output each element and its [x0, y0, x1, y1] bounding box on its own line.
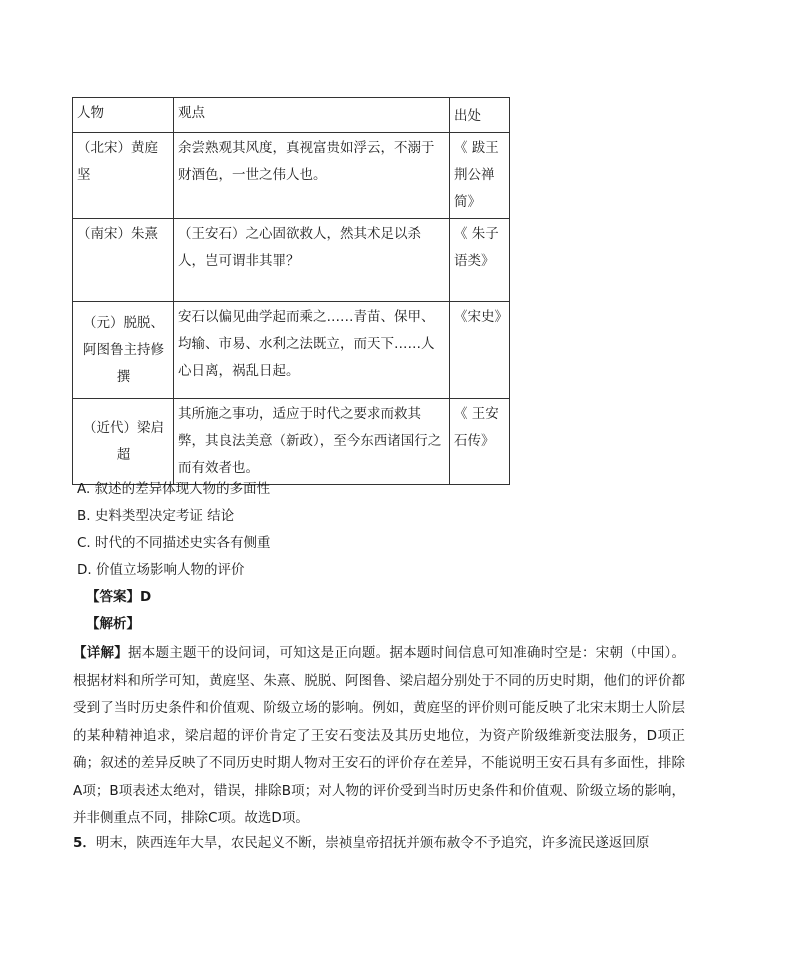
view-cell: 余尝熟观其风度，真视富贵如浮云，不溺于财酒色，一世之伟人也。	[174, 133, 450, 219]
header-source: 出处	[450, 98, 510, 133]
option-c: C. 时代的不同描述史实各有侧重	[77, 535, 271, 551]
source-cell: 《 王安石传》	[450, 399, 510, 485]
detail-explanation	[73, 640, 685, 833]
person-cell: （南宋）朱熹	[73, 219, 174, 302]
person-cell: （近代）梁启超	[73, 399, 174, 485]
analysis-label: 【解析】	[86, 616, 140, 632]
detail-text: 据本题主题干的设问词，可知这是正向题。据本题时间信息可知准确时空是：宋朝（中国）。根据材料和所学可知，黄庭坚、朱熹、脱脱、阿图鲁、梁启超分别处于不同的历史时期，他们的评价都受到了当时历史条件和价值观、阶级立场的影响。例如，黄庭坚的评价则可能反映了北宋末期士人阶层的某种精神追求，梁启超的评价肯定了王安石变法及其历史地位，为资产阶级维新变法服务，D项正确；叙述的差异反映了不同历史时期人物对王安石的评价存在差异，不能说明王安石具有多面性，排除A项；B项表述太绝对，错误，排除B项；对人物的评价受到当时历史条件和价值观、阶级立场的影响，并非侧重点不同，排除C项。故选D项。	[73, 645, 686, 826]
option-d: D. 价值立场影响人物的评价	[77, 562, 245, 578]
header-person: 人物	[73, 98, 174, 133]
answer-value: D	[140, 589, 152, 605]
question-number: 5．	[73, 835, 96, 851]
table-row	[73, 219, 510, 302]
source-cell: 《宋史》	[450, 302, 510, 399]
table-row	[73, 399, 510, 485]
person-cell: （北宋）黄庭坚	[73, 133, 174, 219]
option-a: A. 叙述的差异体现人物的多面性	[77, 481, 271, 497]
answer-options	[77, 476, 271, 584]
table-header-row	[73, 98, 510, 133]
view-cell: 其所施之事功，适应于时代之要求而救其弊，其良法美意（新政），至今东西诸国行之而有效者也。	[174, 399, 450, 485]
answer-label: 【答案】	[86, 589, 140, 605]
table-row	[73, 302, 510, 399]
answer-line	[86, 584, 151, 611]
viewpoints-table	[72, 97, 510, 485]
question-text: 明末，陕西连年大旱，农民起义不断，崇祯皇帝招抚并颁布赦令不予追究，许多流民遂返回原	[95, 835, 650, 851]
view-cell: 安石以偏见曲学起而乘之……青苗、保甲、均输、市易、水利之法既立，而天下……人心日离，祸乱日起。	[174, 302, 450, 399]
answer-block	[86, 584, 151, 638]
table-row	[73, 133, 510, 219]
next-question	[73, 830, 685, 857]
source-cell: 《 朱子语类》	[450, 219, 510, 302]
source-cell: 《 跋王荆公禅简》	[450, 133, 510, 219]
option-b: B. 史料类型决定考证 结论	[77, 508, 235, 524]
header-view: 观点	[174, 98, 450, 133]
view-cell: （王安石）之心固欲救人，然其术足以杀人，岂可谓非其罪？	[174, 219, 450, 302]
person-cell: （元）脱脱、阿图鲁主持修撰	[73, 302, 174, 399]
detail-label: 【详解】	[73, 645, 129, 661]
